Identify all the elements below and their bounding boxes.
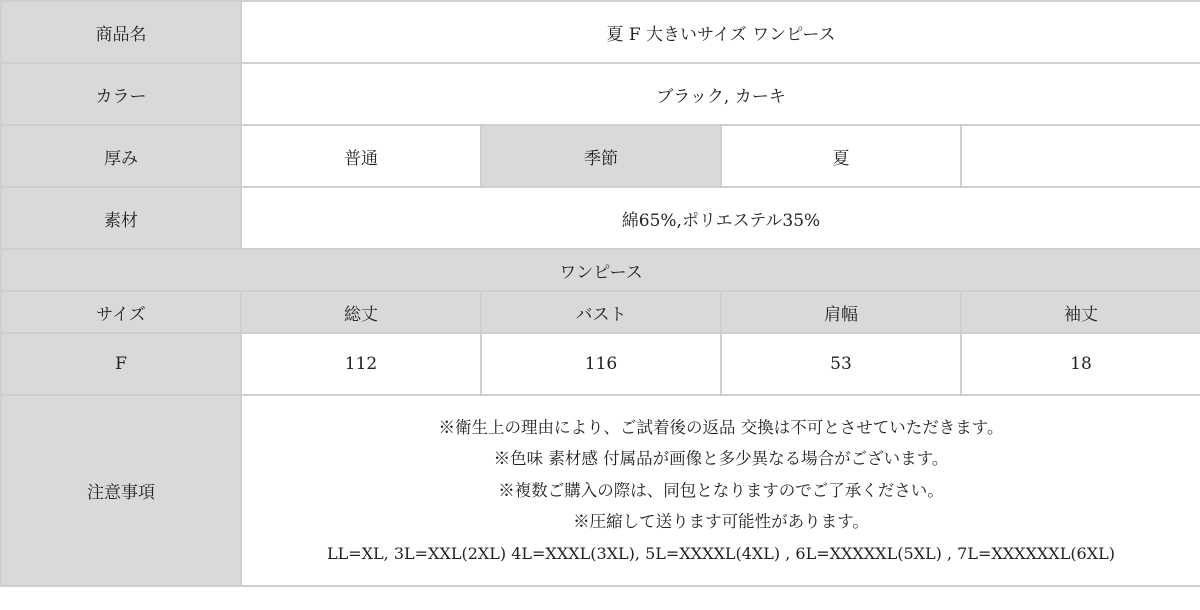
size-row — [1, 333, 1200, 395]
row-material — [1, 187, 1200, 249]
note-color-difference: ※色味 素材感 付属品が画像と多少異なる場合がございます。 — [493, 449, 949, 469]
season-label: 季節 — [481, 125, 721, 187]
note-bundled-shipping: ※複数ご購入の際は、同包となりますのでご了承ください。 — [498, 480, 944, 500]
row-size-section-title — [1, 249, 1200, 291]
size-value: F — [1, 333, 241, 395]
size-header: サイズ — [1, 291, 241, 333]
color-value: ブラック, カーキ — [241, 63, 1200, 125]
row-notes — [1, 395, 1200, 586]
notes-content — [241, 395, 1200, 586]
note-compressed-shipping: ※圧縮して送ります可能性があります。 — [573, 512, 869, 532]
material-value: 綿65%,ポリエステル35% — [241, 187, 1200, 249]
length-value: 112 — [241, 333, 481, 395]
length-header: 総丈 — [241, 291, 481, 333]
row-color — [1, 63, 1200, 125]
note-size-conversion: LL=XL, 3L=XXL(2XL) 4L=XXXL(3XL), 5L=XXXXL(4XL) , 6L=XXXXXL(5XL) , 7L=XXXXXXL(6XL) — [326, 543, 1115, 563]
bust-header: バスト — [481, 291, 721, 333]
notes-label: 注意事項 — [1, 395, 241, 586]
thickness-value: 普通 — [241, 125, 481, 187]
product-name-value: 夏 F 大きいサイズ ワンピース — [241, 1, 1200, 63]
product-name-label: 商品名 — [1, 1, 241, 63]
size-section-title: ワンピース — [1, 249, 1200, 291]
note-hygiene-return: ※衛生上の理由により、ご試着後の返品 交換は不可とさせていただきます。 — [438, 417, 1004, 437]
thickness-label: 厚み — [1, 125, 241, 187]
sleeve-header: 袖丈 — [961, 291, 1200, 333]
empty-cell — [961, 125, 1200, 187]
shoulder-value: 53 — [721, 333, 961, 395]
season-value: 夏 — [721, 125, 961, 187]
size-header-row — [1, 291, 1200, 333]
row-product-name — [1, 1, 1200, 63]
sleeve-value: 18 — [961, 333, 1200, 395]
color-label: カラー — [1, 63, 241, 125]
shoulder-header: 肩幅 — [721, 291, 961, 333]
material-label: 素材 — [1, 187, 241, 249]
bust-value: 116 — [481, 333, 721, 395]
row-thickness-season — [1, 125, 1200, 187]
